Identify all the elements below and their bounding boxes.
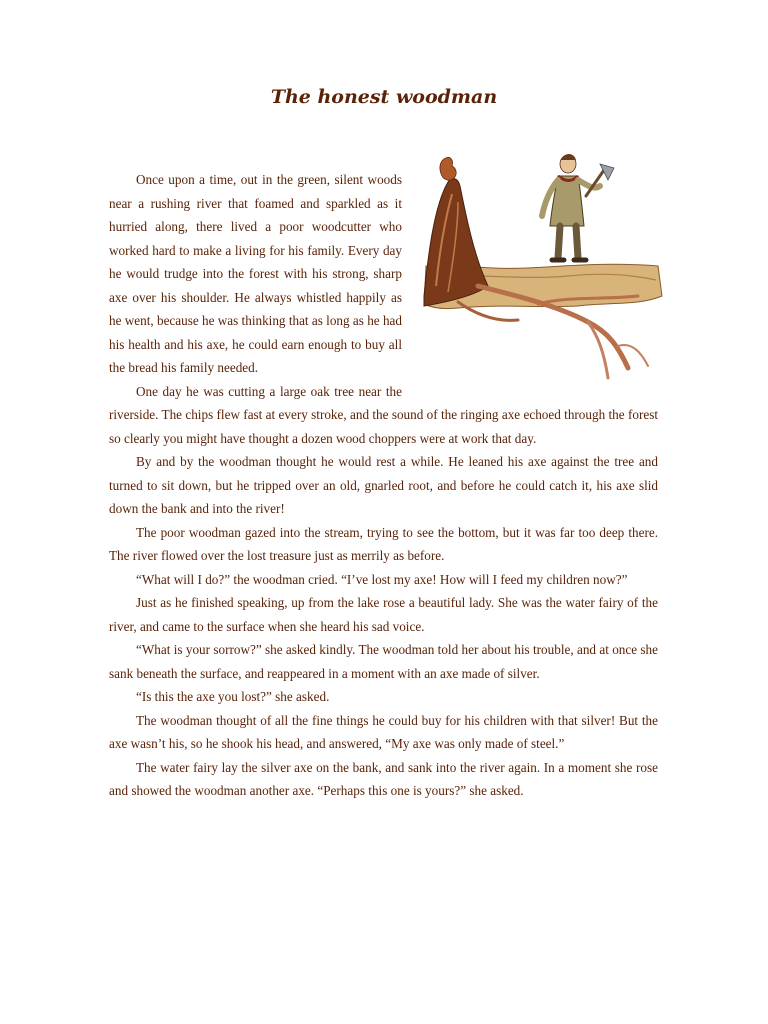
woodman-illustration (418, 146, 666, 386)
story-body (109, 168, 658, 803)
paragraph: “What is your sorrow?” she asked kindly. The woodman told her about his trouble, and at once she sank beneath the surface, and reappeared in a moment with an axe made of silver. (109, 642, 658, 681)
paragraph: Just as he finished speaking, up from the lake rose a beautiful lady. She was the water fairy of the river, and came to the surface when she heard his sad voice. (109, 595, 658, 634)
paragraph: Once upon a time, out in the green, silent woods near a rushing river that foamed and sparkled as it hurried along, there lived a poor woodcutter who worked hard to make a living for his family. Every day he would trudge into the forest with his strong, sharp axe over his shoulder. He always whistled happily as he went, because he was thinking that as long as he had his health and his axe, he could earn enough to buy all the bread his family needed. (109, 172, 402, 375)
paragraph: One day he was cutting a large oak tree near the riverside. The chips flew fast at every stroke, and the sound of the ringing axe echoed through the forest so clearly you might have thought a dozen wood choppers were at work that day. (109, 383, 658, 446)
story-title: The honest woodman (270, 86, 498, 108)
paragraph: “Is this the axe you lost?” she asked. (136, 689, 330, 704)
woodman-illustration-art (418, 146, 666, 386)
paragraph: The poor woodman gazed into the stream, trying to see the bottom, but it was far too deep there. The river flowed over the lost treasure just as merrily as before. (109, 524, 658, 563)
paragraph: By and by the woodman thought he would rest a while. He leaned his axe against the tree and turned to sit down, but he tripped over an old, gnarled root, and before he could catch it, his axe slid down the bank and into the river! (109, 454, 658, 516)
paragraph: The woodman thought of all the fine things he could buy for his children with that silver! But the axe wasn’t his, so he shook his head, and answered, “My axe was only made of steel.” (109, 712, 658, 751)
paragraph: The water fairy lay the silver axe on the bank, and sank into the river again. In a moment she rose and showed the woodman another axe. “Perhaps this one is yours?” she asked. (109, 759, 658, 798)
paragraph: “What will I do?” the woodman cried. “I’ve lost my axe! How will I feed my children now?” (136, 571, 628, 587)
